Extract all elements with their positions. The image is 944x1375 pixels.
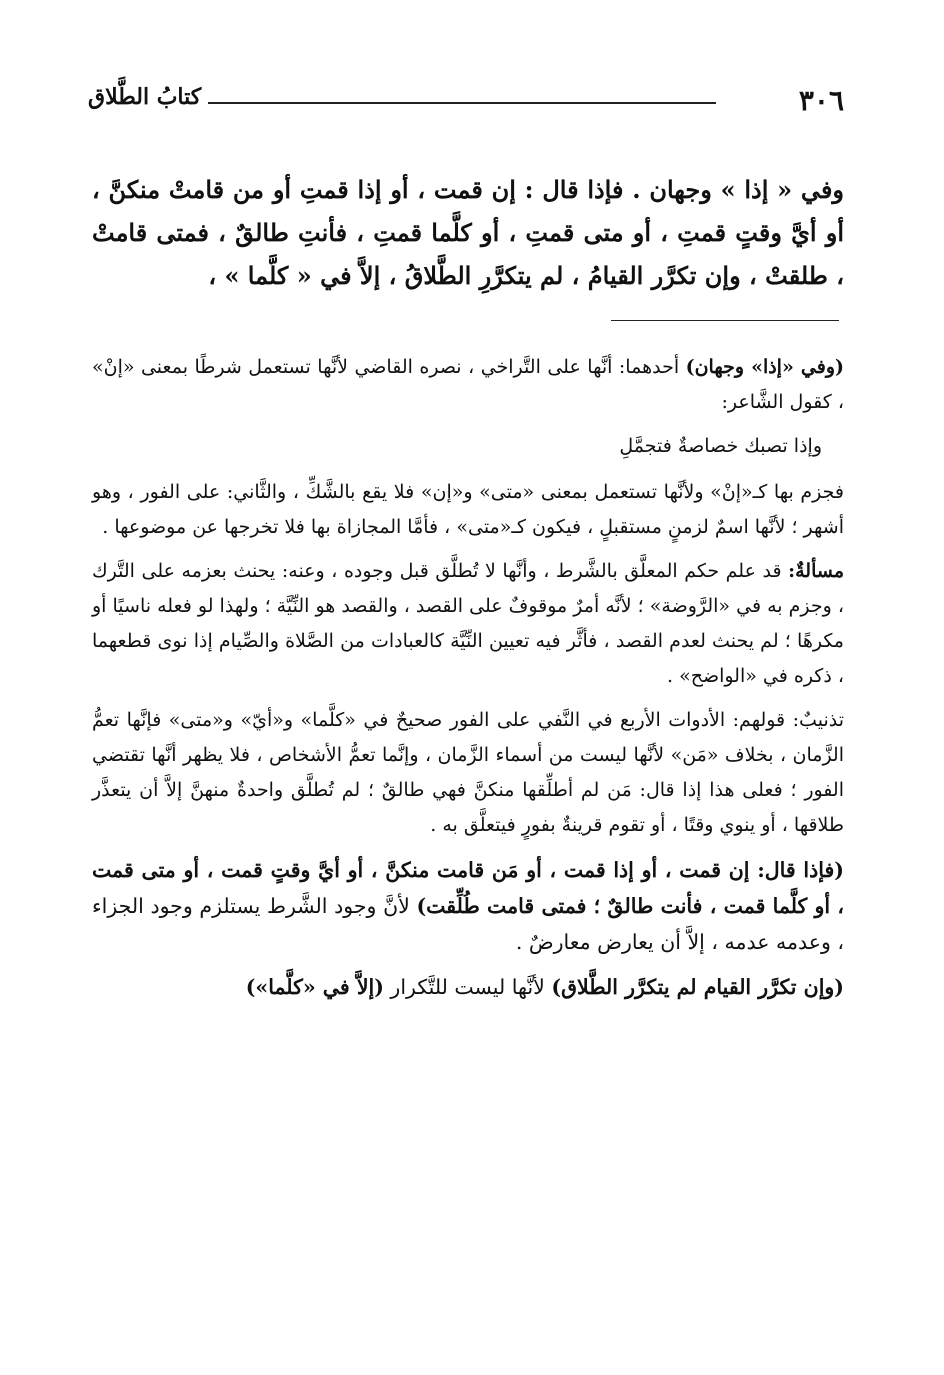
poetry-verse: وإذا تصبك خصاصةٌ فتجمَّلِ bbox=[619, 435, 822, 457]
quoted-lemma: (وإن تكرَّر القيام لم يتكرَّر الطَّلاق) bbox=[551, 975, 844, 999]
commentary-paragraph-4: تذنيبٌ: قولهم: الأدوات الأربع في النَّفي على الفور صحيحٌ في «كلَّما» و«أيّ» و«متى» فإنَّها تعمُّ الزَّمان ، بخلاف «مَن» لأنَّها ليست من أسماء الزَّمان ، وإنَّما تعمُّ الأشخاص ، فلا يظهر أنَّها تقتضي الفور ؛ فعلى هذا إذا قال: مَن لم أطلِّقها منكنَّ فهي طالقٌ ؛ لم تُطلَّق واحدةٌ منهنَّ إلاَّ أن يتعذَّر طلاقها ، أو ينوي وقتًا ، أو تقوم قرينةٌ بفورٍ فيتعلَّق به . bbox=[92, 709, 844, 836]
commentary-paragraph-5 bbox=[92, 852, 844, 960]
commentary-paragraph-6 bbox=[92, 969, 844, 1005]
commentary-text: لأنَّها ليست للتَّكرار bbox=[383, 975, 552, 999]
commentary bbox=[92, 350, 844, 1014]
main-text bbox=[92, 168, 844, 297]
main-text-paragraph: وفي « إذا » وجهان . فإذا قال : إن قمت ، أو إذا قمتِ أو من قامتْ منكنَّ ، أو أيَّ وقتٍ قمتِ ، أو متى قمتِ ، أو كلَّما قمتِ ، فأنتِ طالقٌ ، فمتى قامتْ ، طلقتْ ، وإن تكرَّر القيامُ ، لم يتكرَّرِ الطَّلاقُ ، إلاَّ في « كلَّما » ، bbox=[92, 175, 845, 290]
commentary-text: أحدهما: أنَّها على التَّراخي ، نصره القاضي لأنَّها تستعمل شرطًا بمعنى «إنْ» ، كقول الشَّاعر: bbox=[92, 356, 844, 413]
issue-heading: مسألةٌ: bbox=[788, 560, 844, 582]
page-header bbox=[88, 84, 844, 120]
quoted-lemma: (فإذا قال: إن قمت ، أو إذا قمت ، أو مَن قامت منكنَّ ، أو أيَّ وقتٍ قمت ، أو متى قمت ، أو كلَّما قمت ، فأنت طالقٌ ؛ فمتى قامت طُلِّقت) bbox=[92, 858, 845, 918]
commentary-paragraph-1 bbox=[92, 350, 844, 420]
commentary-text: لأنَّ وجود الشَّرط يستلزم وجود الجزاء ، وعدمه عدمه ، إلاَّ أن يعارض معارضٌ . bbox=[92, 894, 844, 954]
footnote-separator bbox=[611, 320, 839, 321]
quoted-lemma: (إلاَّ في «كلَّما») bbox=[245, 975, 384, 999]
commentary-paragraph-2: فجزم بها كـ«إنْ» ولأنَّها تستعمل بمعنى «متى» و«إن» فلا يقع بالشَّكِّ ، والثَّاني: على الفور ، وهو أشهر ؛ لأنَّها اسمٌ لزمنٍ مستقبلٍ ، فيكون كـ«متى» ، فأمَّا المجازاة بها فلا تخرجها عن موضوعها . bbox=[92, 481, 844, 538]
commentary-text: قد علم حكم المعلَّق بالشَّرط ، وأنَّها لا تُطلَّق قبل وجوده ، وعنه: يحنث بعزمه على التَّرك ، وجزم به في «الرَّوضة» ؛ لأنَّه أمرٌ موقوفٌ على القصد ، والقصد هو النِّيَّة ؛ ولهذا لو فعله ناسيًا أو مكرهًا ؛ لم يحنث لعدم القصد ، فأثَّر فيه تعيين النِّيَّة كالعبادات من الصَّلاة والصِّيام إذا نوى قطعهما ، ذكره في «الواضح» . bbox=[92, 560, 844, 687]
running-title: كتابُ الطَّلاق bbox=[88, 84, 202, 110]
header-rule bbox=[208, 102, 716, 104]
commentary-paragraph-3 bbox=[92, 554, 844, 694]
quoted-lemma: (وفي «إذا» وجهان) bbox=[685, 356, 844, 378]
page-number: ٣٠٦ bbox=[798, 84, 844, 117]
